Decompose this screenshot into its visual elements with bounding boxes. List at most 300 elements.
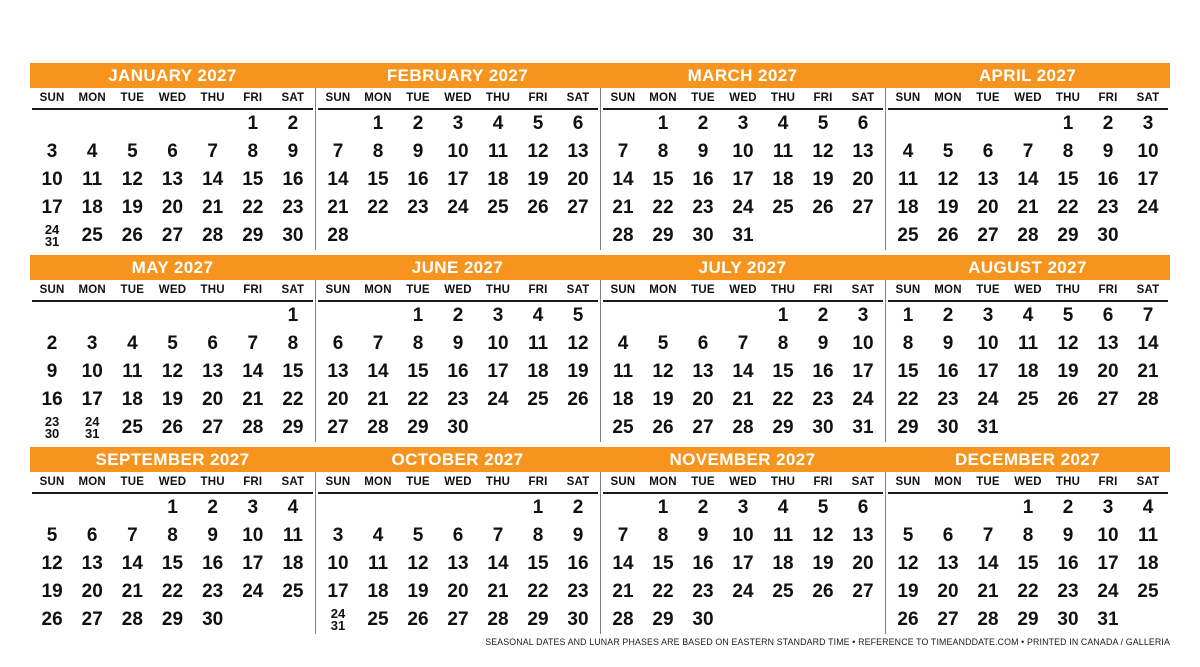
week-row	[318, 358, 598, 386]
date-cell: 16	[1097, 169, 1119, 190]
day-header-sun: SUN	[325, 284, 351, 296]
date-cell: 19	[527, 169, 549, 190]
month-block-july	[600, 255, 885, 442]
date-cell: 13	[852, 525, 874, 546]
date-cell-empty	[1048, 414, 1088, 442]
date-cell: 21	[121, 581, 143, 602]
date-cell: 16	[937, 361, 959, 382]
date-cell: 1	[372, 113, 384, 134]
date-cell: 17	[732, 169, 754, 190]
week-row	[888, 578, 1168, 606]
week-row	[32, 222, 313, 250]
date-cell: 9	[452, 333, 464, 354]
date-cell: 3	[737, 113, 749, 134]
date-cell-empty	[398, 494, 438, 522]
date-cell: 14	[202, 169, 224, 190]
month-body	[885, 88, 1170, 250]
date-cell-empty	[603, 494, 643, 522]
date-cell: 31	[1097, 609, 1119, 630]
date-cell: 13	[447, 553, 469, 574]
date-cell: 27	[447, 609, 469, 630]
date-cell: 4	[777, 113, 789, 134]
date-cell: 10	[977, 333, 999, 354]
date-cell-empty	[723, 606, 763, 634]
date-cell: 17	[487, 361, 509, 382]
month-block-october	[315, 447, 600, 634]
day-header-fri: FRI	[813, 92, 833, 104]
date-cell: 21	[1017, 197, 1039, 218]
date-cell: 15	[242, 169, 264, 190]
date-cell: 31	[977, 417, 999, 438]
date-cell-empty	[558, 222, 598, 250]
date-cell: 11	[487, 141, 509, 162]
date-cell: 10	[852, 333, 874, 354]
day-header-sat: SAT	[851, 284, 875, 296]
weeks-grid	[32, 302, 313, 442]
date-cell: 14	[977, 553, 999, 574]
date-cell: 3	[857, 305, 869, 326]
day-header-sat: SAT	[281, 284, 305, 296]
date-cell: 15	[652, 553, 674, 574]
week-row	[32, 606, 313, 634]
day-header-mon: MON	[934, 92, 962, 104]
day-header-mon: MON	[364, 476, 392, 488]
date-cell: 31	[852, 417, 874, 438]
date-cell-empty	[888, 110, 928, 138]
date-cell: 18	[282, 553, 304, 574]
date-cell: 21	[612, 581, 634, 602]
stacked-dates	[331, 608, 345, 632]
date-cell: 27	[937, 609, 959, 630]
week-row	[603, 550, 883, 578]
date-cell: 13	[327, 361, 349, 382]
date-cell-empty	[318, 110, 358, 138]
day-header-tue: TUE	[406, 92, 430, 104]
day-header-fri: FRI	[813, 284, 833, 296]
date-cell: 29	[527, 609, 549, 630]
date-cell-empty	[478, 414, 518, 442]
date-cell: 4	[902, 141, 914, 162]
date-cell: 22	[242, 197, 264, 218]
date-cell: 15	[407, 361, 429, 382]
date-cell-empty	[968, 110, 1008, 138]
week-row	[888, 330, 1168, 358]
day-header-row	[603, 472, 883, 494]
date-cell: 17	[732, 553, 754, 574]
date-cell: 21	[242, 389, 264, 410]
day-header-row	[888, 88, 1168, 110]
date-cell: 14	[612, 553, 634, 574]
date-cell: 25	[367, 609, 389, 630]
month-block-march	[600, 63, 885, 250]
date-cell: 1	[1062, 113, 1074, 134]
date-cell-empty	[518, 222, 558, 250]
day-header-sun: SUN	[39, 284, 65, 296]
date-cell: 18	[1137, 553, 1159, 574]
day-header-row	[318, 472, 598, 494]
date-cell: 13	[852, 141, 874, 162]
months-grid	[30, 63, 1170, 634]
date-cell: 18	[772, 169, 794, 190]
date-cell: 2	[817, 305, 829, 326]
date-cell: 6	[1102, 305, 1114, 326]
date-cell: 6	[857, 113, 869, 134]
week-row	[32, 110, 313, 138]
date-cell: 27	[852, 197, 874, 218]
week-row	[603, 302, 883, 330]
date-cell: 10	[732, 525, 754, 546]
week-row	[318, 550, 598, 578]
month-body	[600, 472, 885, 634]
day-header-wed: WED	[1014, 92, 1042, 104]
date-cell: 20	[327, 389, 349, 410]
date-cell: 4	[372, 525, 384, 546]
month-block-may	[30, 255, 315, 442]
date-cell: 29	[772, 417, 794, 438]
week-row	[318, 222, 598, 250]
calendar-footer-note: SEASONAL DATES AND LUNAR PHASES ARE BASED ON EASTERN STANDARD TIME • REFERENCE TO TIMEANDDATE.COM • PRINTED IN CANADA / GALLERIA	[485, 637, 1170, 647]
day-header-fri: FRI	[528, 284, 548, 296]
date-cell-empty	[152, 302, 192, 330]
date-cell-empty	[763, 222, 803, 250]
date-cell: 10	[242, 525, 264, 546]
day-header-fri: FRI	[243, 92, 263, 104]
week-row	[603, 414, 883, 442]
day-header-wed: WED	[729, 92, 757, 104]
day-header-sun: SUN	[325, 92, 351, 104]
date-cell: 21	[612, 197, 634, 218]
date-cell: 17	[1137, 169, 1159, 190]
week-row	[32, 550, 313, 578]
date-cell: 3	[452, 113, 464, 134]
date-cell: 17	[41, 197, 63, 218]
day-header-wed: WED	[158, 92, 187, 104]
date-cell: 20	[852, 169, 874, 190]
date-cell: 9	[412, 141, 424, 162]
month-title: APRIL 2027	[885, 63, 1170, 88]
day-header-thu: THU	[200, 476, 225, 488]
date-cell: 8	[372, 141, 384, 162]
date-cell: 10	[41, 169, 63, 190]
day-header-fri: FRI	[528, 92, 548, 104]
date-cell: 26	[937, 225, 959, 246]
date-cell: 9	[207, 525, 218, 546]
date-cell-empty	[558, 414, 598, 442]
date-cell: 28	[977, 609, 999, 630]
date-cell: 5	[657, 333, 669, 354]
date-cell: 20	[202, 389, 224, 410]
date-cell: 5	[942, 141, 954, 162]
date-cell: 29	[161, 609, 184, 630]
day-header-sat: SAT	[1136, 476, 1160, 488]
day-header-tue: TUE	[976, 476, 1000, 488]
date-cell: 28	[202, 225, 224, 246]
day-header-thu: THU	[485, 92, 511, 104]
date-cell: 27	[692, 417, 714, 438]
stacked-dates	[45, 224, 59, 248]
date-cell: 5	[1062, 305, 1074, 326]
date-cell: 4	[617, 333, 629, 354]
weeks-grid	[888, 110, 1168, 250]
date-cell: 16	[202, 553, 224, 574]
date-cell: 2	[452, 305, 464, 326]
date-cell: 15	[1017, 553, 1039, 574]
date-cell: 23	[447, 389, 469, 410]
date-cell: 10	[447, 141, 469, 162]
week-row	[603, 358, 883, 386]
date-cell: 25	[1017, 389, 1039, 410]
yearly-calendar-2027	[30, 63, 1170, 647]
date-cell: 29	[897, 417, 919, 438]
date-cell: 1	[532, 497, 544, 518]
date-cell: 16	[407, 169, 429, 190]
date-cell: 3	[86, 333, 98, 354]
date-cell: 3	[1142, 113, 1154, 134]
date-number: 24	[330, 606, 346, 621]
day-header-mon: MON	[364, 92, 392, 104]
date-cell: 20	[977, 197, 999, 218]
day-header-wed: WED	[444, 284, 472, 296]
date-cell: 22	[652, 197, 674, 218]
date-cell: 28	[121, 609, 143, 630]
date-cell: 30	[692, 609, 714, 630]
date-cell: 4	[1142, 497, 1154, 518]
date-cell: 21	[732, 389, 754, 410]
week-row	[603, 494, 883, 522]
date-cell-empty	[803, 222, 843, 250]
day-header-wed: WED	[729, 284, 757, 296]
date-cell: 4	[127, 333, 138, 354]
date-cell-empty	[928, 494, 968, 522]
week-row	[888, 414, 1168, 442]
week-row	[888, 550, 1168, 578]
date-cell: 28	[612, 225, 634, 246]
weeks-grid	[32, 110, 313, 250]
date-cell: 10	[1137, 141, 1159, 162]
date-cell-empty	[32, 302, 72, 330]
weeks-grid	[603, 110, 883, 250]
date-cell: 5	[532, 113, 544, 134]
date-cell: 12	[812, 141, 834, 162]
date-cell: 30	[1057, 609, 1079, 630]
date-cell: 11	[772, 141, 794, 162]
week-row	[603, 166, 883, 194]
date-cell: 12	[1057, 333, 1079, 354]
date-cell: 11	[527, 333, 549, 354]
day-header-mon: MON	[934, 284, 962, 296]
weeks-grid	[888, 302, 1168, 442]
date-cell: 6	[982, 141, 994, 162]
day-header-sat: SAT	[1136, 284, 1160, 296]
date-cell: 14	[367, 361, 389, 382]
date-cell: 6	[942, 525, 954, 546]
date-cell: 23	[692, 581, 714, 602]
week-row	[888, 166, 1168, 194]
date-cell: 22	[772, 389, 794, 410]
day-header-tue: TUE	[691, 476, 715, 488]
date-cell: 20	[161, 197, 184, 218]
date-cell: 23	[407, 197, 429, 218]
month-title: DECEMBER 2027	[885, 447, 1170, 472]
date-cell: 27	[567, 197, 589, 218]
date-cell: 11	[612, 361, 634, 382]
day-header-row	[888, 472, 1168, 494]
date-cell: 27	[202, 417, 224, 438]
date-cell: 7	[617, 141, 629, 162]
date-cell: 7	[982, 525, 994, 546]
date-cell: 2	[412, 113, 424, 134]
date-cell: 16	[812, 361, 834, 382]
date-cell: 8	[1022, 525, 1034, 546]
day-header-tue: TUE	[120, 92, 145, 104]
date-cell: 6	[86, 525, 98, 546]
date-number: 31	[44, 234, 60, 249]
date-cell: 19	[121, 197, 143, 218]
date-cell: 28	[1137, 389, 1159, 410]
day-header-sat: SAT	[851, 476, 875, 488]
day-header-wed: WED	[1014, 476, 1042, 488]
date-cell: 5	[46, 525, 58, 546]
date-cell: 12	[567, 333, 589, 354]
date-cell-stacked	[72, 414, 112, 442]
date-cell: 14	[1017, 169, 1039, 190]
week-row	[32, 166, 313, 194]
week-row	[32, 302, 313, 330]
day-header-thu: THU	[770, 284, 796, 296]
date-cell: 23	[692, 197, 714, 218]
date-cell: 21	[327, 197, 349, 218]
date-cell: 20	[81, 581, 103, 602]
date-cell-empty	[32, 494, 72, 522]
date-cell: 30	[447, 417, 469, 438]
week-row	[888, 222, 1168, 250]
day-header-fri: FRI	[1098, 476, 1118, 488]
date-cell: 7	[127, 525, 138, 546]
date-cell: 13	[1097, 333, 1119, 354]
date-cell: 6	[207, 333, 218, 354]
date-cell-empty	[763, 606, 803, 634]
day-header-sun: SUN	[610, 92, 636, 104]
date-cell: 22	[367, 197, 389, 218]
date-cell: 13	[202, 361, 224, 382]
day-header-sat: SAT	[851, 92, 875, 104]
week-row	[32, 494, 313, 522]
date-cell: 19	[41, 581, 63, 602]
month-title: AUGUST 2027	[885, 255, 1170, 280]
date-cell: 3	[46, 141, 58, 162]
month-block-september	[30, 447, 315, 634]
date-cell-stacked	[32, 222, 72, 250]
date-cell: 23	[1097, 197, 1119, 218]
date-cell: 14	[1137, 333, 1159, 354]
date-cell: 11	[1017, 333, 1039, 354]
date-cell: 18	[1017, 361, 1039, 382]
date-cell: 12	[161, 361, 184, 382]
month-block-november	[600, 447, 885, 634]
stacked-dates	[85, 416, 99, 440]
date-cell: 22	[897, 389, 919, 410]
date-cell-empty	[72, 110, 112, 138]
date-cell-empty	[843, 606, 883, 634]
date-cell: 11	[367, 553, 389, 574]
day-header-sat: SAT	[281, 92, 305, 104]
month-title: JANUARY 2027	[30, 63, 315, 88]
date-cell: 18	[527, 361, 549, 382]
day-header-fri: FRI	[243, 476, 263, 488]
date-cell: 26	[652, 417, 674, 438]
date-cell: 10	[1097, 525, 1119, 546]
date-cell-empty	[358, 302, 398, 330]
week-row	[318, 138, 598, 166]
date-cell: 22	[407, 389, 429, 410]
date-cell: 14	[242, 361, 264, 382]
week-row	[888, 386, 1168, 414]
day-header-fri: FRI	[528, 476, 548, 488]
date-cell: 30	[202, 609, 224, 630]
date-cell: 18	[81, 197, 103, 218]
date-cell: 23	[567, 581, 589, 602]
day-header-sun: SUN	[895, 284, 921, 296]
date-cell: 21	[202, 197, 224, 218]
date-cell: 13	[161, 169, 184, 190]
date-cell-empty	[438, 222, 478, 250]
day-header-thu: THU	[485, 284, 511, 296]
date-cell-empty	[843, 222, 883, 250]
date-cell: 15	[652, 169, 674, 190]
date-cell-empty	[1008, 414, 1048, 442]
week-row	[318, 110, 598, 138]
day-header-thu: THU	[770, 92, 796, 104]
date-cell: 2	[287, 113, 299, 134]
date-cell: 5	[817, 497, 829, 518]
date-cell: 7	[247, 333, 259, 354]
date-cell-empty	[968, 494, 1008, 522]
date-cell: 18	[612, 389, 634, 410]
date-cell: 9	[697, 141, 709, 162]
week-row	[318, 606, 598, 634]
week-row	[888, 606, 1168, 634]
date-cell: 2	[207, 497, 218, 518]
date-cell: 6	[697, 333, 709, 354]
date-cell: 28	[487, 609, 509, 630]
date-cell: 30	[937, 417, 959, 438]
month-body	[600, 88, 885, 250]
day-header-mon: MON	[364, 284, 392, 296]
date-cell: 3	[737, 497, 749, 518]
date-cell: 12	[121, 169, 143, 190]
date-cell-empty	[683, 302, 723, 330]
date-cell: 6	[332, 333, 344, 354]
date-cell-empty	[1088, 414, 1128, 442]
date-cell: 12	[897, 553, 919, 574]
day-header-thu: THU	[200, 284, 225, 296]
week-row	[318, 194, 598, 222]
month-body	[315, 88, 600, 250]
date-cell: 5	[167, 333, 178, 354]
date-cell: 12	[527, 141, 549, 162]
date-cell: 13	[567, 141, 589, 162]
date-cell: 15	[367, 169, 389, 190]
date-cell: 24	[1137, 197, 1159, 218]
date-cell: 22	[1057, 197, 1079, 218]
date-cell-stacked	[318, 606, 358, 634]
week-row	[603, 578, 883, 606]
day-header-sun: SUN	[895, 92, 921, 104]
date-cell-empty	[603, 302, 643, 330]
date-cell-empty	[478, 222, 518, 250]
date-cell: 28	[612, 609, 634, 630]
week-row	[32, 386, 313, 414]
